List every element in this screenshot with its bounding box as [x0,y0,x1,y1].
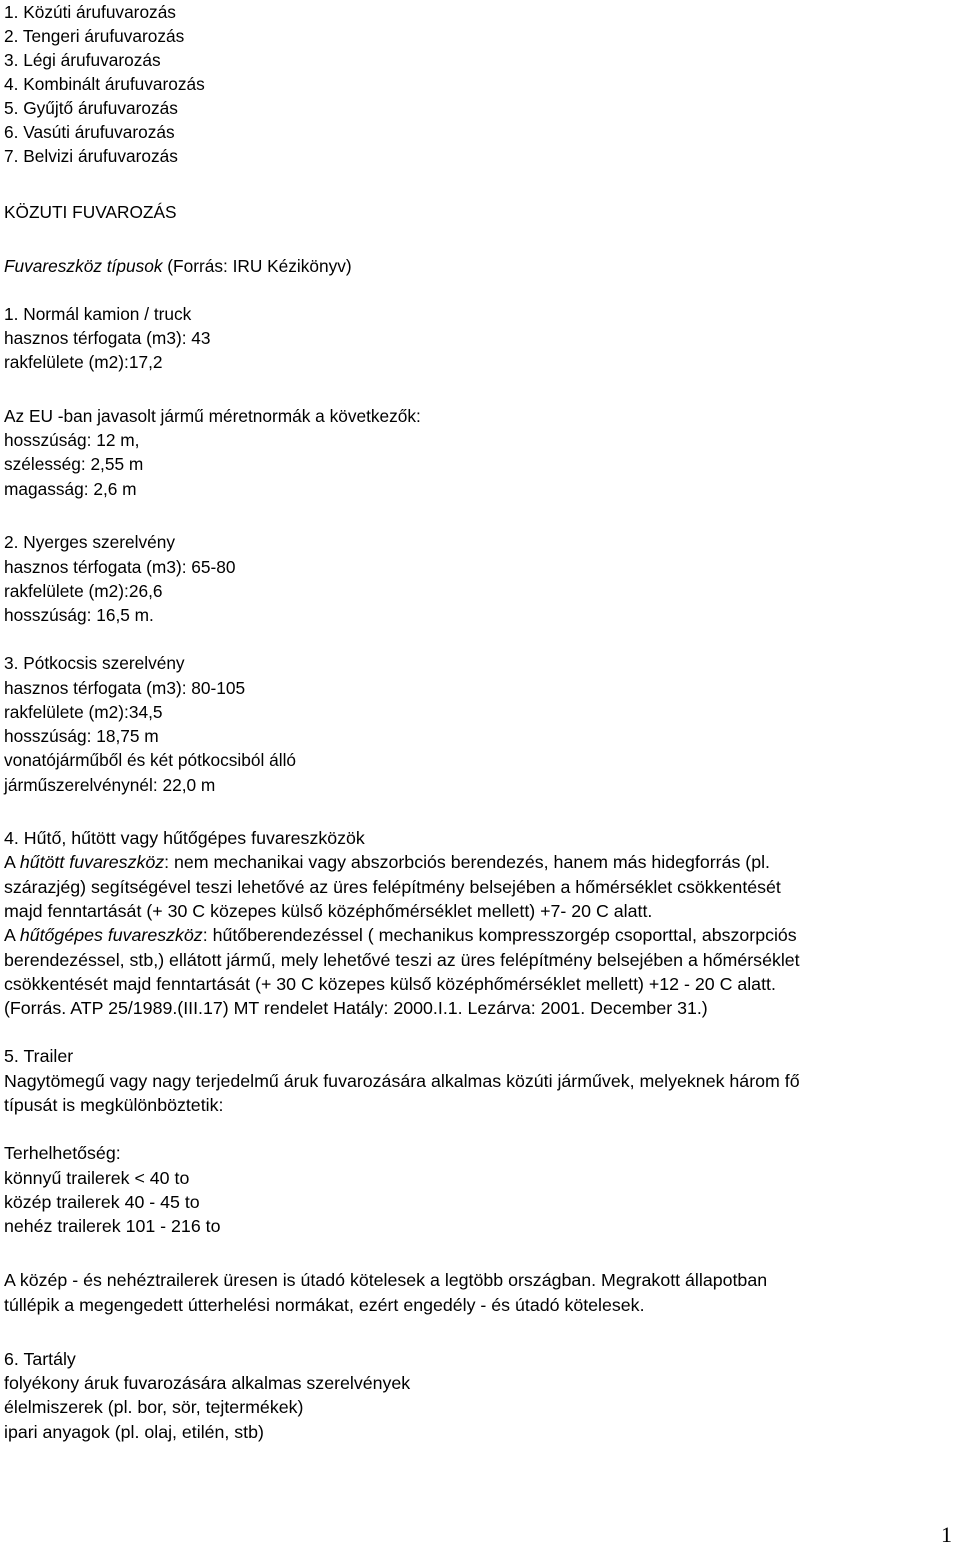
section-title: KÖZUTI FUVAROZÁS [4,202,177,222]
trailer-desc: típusát is megkülönböztetik: [4,1095,224,1115]
reefer-source: (Forrás. ATP 25/1989.(III.17) MT rendelet Hatály: 2000.I.1. Lezárva: 2001. December 31.) [4,998,708,1018]
reefer-p1-suffix: : nem mechanikai vagy abszorbciós berendezés, hanem más hidegforrás (pl. [164,852,770,872]
reefer-p2-term: hűtőgépes fuvareszköz [19,925,203,945]
subtitle-source: (Forrás: IRU Kézikönyv) [162,256,352,276]
subtitle [4,256,352,276]
reefer-p1-term: hűtött fuvareszköz [19,852,165,872]
heavy-note: A közép - és nehéztrailerek üresen is útadó kötelesek a legtöbb országban. Megrakott állapotban [4,1270,768,1290]
toc-item: 4. Kombinált árufuvarozás [4,74,205,94]
combo-heading: 3. Pótkocsis szerelvény [4,653,185,673]
truck-volume: hasznos térfogata (m3): 43 [4,328,211,348]
load-medium: közép trailerek 40 - 45 to [4,1192,200,1212]
toc-item: 7. Belvizi árufuvarozás [4,146,178,166]
toc-item: 5. Gyűjtő árufuvarozás [4,98,178,118]
reefer-p2-first [4,925,797,945]
reefer-p2-line: berendezéssel, stb,) ellátott jármű, mely lehetővé teszi az üres felépítmény belsejében a hőmérséklet [4,950,800,970]
load-light: könnyű trailerek < 40 to [4,1168,190,1188]
tank-food: élelmiszerek (pl. bor, sör, tejtermékek) [4,1397,304,1417]
toc-item: 6. Vasúti árufuvarozás [4,122,175,142]
toc-item: 2. Tengeri árufuvarozás [4,26,185,46]
load-heavy: nehéz trailerek 101 - 216 to [4,1216,221,1236]
reefer-heading: 4. Hűtő, hűtött vagy hűtőgépes fuvareszközök [4,828,365,848]
semi-area: rakfelülete (m2):26,6 [4,581,163,601]
truck-heading: 1. Normál kamion / truck [4,304,192,324]
reefer-p2-line: csökkentését majd fenntartását (+ 30 C közepes külső középhőmérséklet mellett) +12 - 20 C alatt. [4,974,776,994]
reefer-p2-prefix: A [4,925,20,945]
tank-heading: 6. Tartály [4,1349,76,1369]
combo-note: vonatójárműből és két pótkocsiból álló [4,750,297,770]
page-number: 1 [941,1522,952,1547]
subtitle-italic: Fuvareszköz típusok [4,256,163,276]
combo-length: hosszúság: 18,75 m [4,726,159,746]
reefer-p1-line: majd fenntartását (+ 30 C közepes külső középhőmérséklet mellett) +7- 20 C alatt. [4,901,653,921]
semi-heading: 2. Nyerges szerelvény [4,532,175,552]
eu-height: magasság: 2,6 m [4,479,137,499]
eu-length: hosszúság: 12 m, [4,430,140,450]
trailer-desc: Nagytömegű vagy nagy terjedelmű áruk fuvarozására alkalmas közúti járművek, melyeknek három fő [4,1071,800,1091]
semi-length: hosszúság: 16,5 m. [4,605,154,625]
reefer-p2-suffix: : hűtőberendezéssel ( mechanikus kompresszorgép csoporttal, abszorpciós [202,925,797,945]
combo-note-length: járműszerelvénynél: 22,0 m [4,775,216,795]
heavy-note: túllépik a megengedett útterhelési normákat, ezért engedély - és útadó kötelesek. [4,1295,645,1315]
reefer-p1-line: szárazjég) segítségével teszi lehetővé az üres felépítmény belsejében a hőmérséklet csökkentését [4,877,781,897]
truck-area: rakfelülete (m2):17,2 [4,352,163,372]
toc-item: 1. Közúti árufuvarozás [4,2,176,22]
trailer-heading: 5. Trailer [4,1046,74,1066]
tank-industrial: ipari anyagok (pl. olaj, etilén, stb) [4,1422,264,1442]
reefer-p1-first [4,852,770,872]
eu-norms-intro: Az EU -ban javasolt jármű méretnormák a következők: [4,406,421,426]
tank-desc: folyékony áruk fuvarozására alkalmas szerelvények [4,1373,411,1393]
combo-volume: hasznos térfogata (m3): 80-105 [4,678,246,698]
reefer-p1-prefix: A [4,852,20,872]
toc-item: 3. Légi árufuvarozás [4,50,161,70]
combo-area: rakfelülete (m2):34,5 [4,702,163,722]
semi-volume: hasznos térfogata (m3): 65-80 [4,557,236,577]
eu-width: szélesség: 2,55 m [4,454,144,474]
load-heading: Terhelhetőség: [4,1143,121,1163]
